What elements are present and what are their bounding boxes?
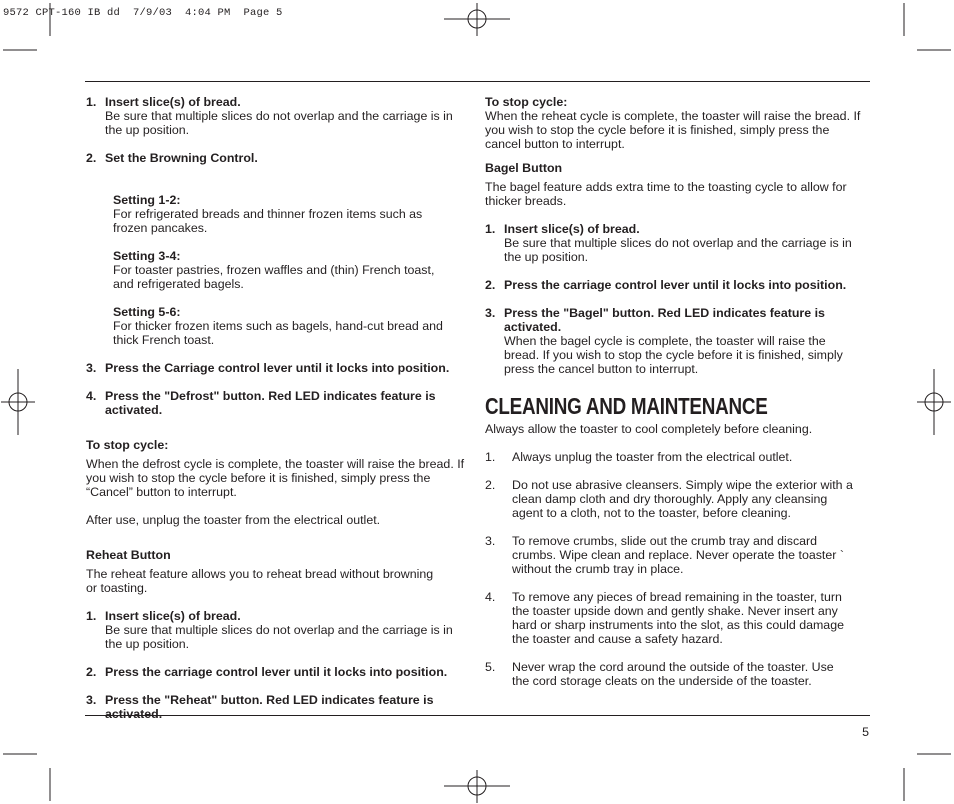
step-text: Be sure that multiple slices do not overlap and the carriage is in the up position.	[105, 623, 453, 651]
stop-cycle-text: When the reheat cycle is complete, the toaster will raise the bread. If you wish to stop the cycle before it is finished, simply press the cancel button to interrupt.	[485, 109, 861, 151]
step-title: Insert slice(s) of bread.	[504, 222, 640, 236]
step-text: When the bagel cycle is complete, the toaster will raise the bread. If you wish to stop the cycle before it is finished, simply press the cancel button to interrupt.	[504, 334, 843, 376]
step-number: 5.	[485, 660, 496, 674]
cleaning-step-3	[485, 534, 865, 576]
step-title: Set the Browning Control.	[105, 151, 258, 165]
cleaning-step-4	[485, 590, 865, 646]
setting-text: For thicker frozen items such as bagels, hand-cut bread and thick French toast.	[113, 319, 443, 347]
step-number: 3.	[86, 361, 97, 375]
step-text: To remove any pieces of bread remaining in the toaster, turn the toaster upside down and gently shake. Never insert any hard or sharp instruments into the slot, as this could damage the toaster and cause a safety hazard.	[512, 590, 844, 646]
step-title: Insert slice(s) of bread.	[105, 95, 241, 109]
step-number: 4.	[485, 590, 496, 604]
step-4	[86, 389, 466, 417]
bagel-step-1	[485, 222, 865, 236]
step-1	[86, 95, 466, 109]
after-use-text: After use, unplug the toaster from the electrical outlet.	[86, 513, 381, 527]
step-text: To remove crumbs, slide out the crumb tray and discard crumbs. Wipe clean and replace. Never operate the toaster ` without the crumb tray in place.	[512, 534, 844, 576]
step-number: 3.	[485, 534, 496, 548]
cleaning-heading: CLEANING AND MAINTENANCE	[485, 393, 768, 419]
step-title: Press the "Bagel" button. Red LED indicates feature is activated.	[504, 306, 825, 334]
stop-cycle-title: To stop cycle:	[485, 95, 568, 109]
setting-title: Setting 5-6:	[113, 305, 181, 319]
step-number: 3.	[86, 693, 97, 707]
step-number: 2.	[86, 665, 97, 679]
bagel-text: The bagel feature adds extra time to the toasting cycle to allow for thicker breads.	[485, 180, 847, 208]
cleaning-intro: Always allow the toaster to cool completely before cleaning.	[485, 422, 813, 436]
step-text: Be sure that multiple slices do not overlap and the carriage is in the up position.	[504, 236, 852, 264]
step-number: 2.	[485, 478, 496, 492]
step-number: 4.	[86, 389, 97, 403]
reheat-step-3	[86, 693, 466, 721]
reheat-text: The reheat feature allows you to reheat bread without browning or toasting.	[86, 567, 434, 595]
step-title: Press the "Defrost" button. Red LED indicates feature is activated.	[105, 389, 436, 417]
reheat-step-1	[86, 609, 466, 623]
step-2	[86, 151, 466, 165]
setting-text: For toaster pastries, frozen waffles and (thin) French toast, and refrigerated bagels.	[113, 263, 435, 291]
cleaning-step-2	[485, 478, 865, 520]
top-rule	[85, 81, 870, 82]
step-title: Press the Carriage control lever until it locks into position.	[105, 361, 450, 375]
reheat-step-2	[86, 665, 466, 679]
step-text: Never wrap the cord around the outside of the toaster. Use the cord storage cleats on the underside of the toaster.	[512, 660, 834, 688]
printer-slug: 9572 CPT-160 IB dd 7/9/03 4:04 PM Page 5	[3, 7, 283, 19]
step-number: 1.	[86, 609, 97, 623]
step-number: 2.	[485, 278, 496, 292]
step-number: 1.	[485, 222, 496, 236]
step-number: 1.	[485, 450, 496, 464]
stop-cycle-title: To stop cycle:	[86, 438, 169, 452]
step-text: Always unplug the toaster from the electrical outlet.	[512, 450, 793, 464]
step-3	[86, 361, 466, 375]
bagel-heading: Bagel Button	[485, 161, 563, 175]
step-text: Be sure that multiple slices do not overlap and the carriage is in the up position.	[105, 109, 453, 137]
step-number: 3.	[485, 306, 496, 320]
setting-text: For refrigerated breads and thinner frozen items such as frozen pancakes.	[113, 207, 423, 235]
setting-title: Setting 1-2:	[113, 193, 181, 207]
reheat-heading: Reheat Button	[86, 548, 171, 562]
left-column	[86, 95, 466, 721]
step-number: 1.	[86, 95, 97, 109]
bagel-step-3	[485, 306, 865, 334]
stop-cycle-text: When the defrost cycle is complete, the toaster will raise the bread. If you wish to stop the cycle before it is finished, simply press the “Cancel” button to interrupt.	[86, 457, 465, 499]
step-title: Insert slice(s) of bread.	[105, 609, 241, 623]
step-title: Press the carriage control lever until it locks into position.	[504, 278, 847, 292]
bagel-step-2	[485, 278, 865, 292]
cleaning-step-5	[485, 660, 865, 688]
setting-title: Setting 3-4:	[113, 249, 181, 263]
page-number: 5	[862, 725, 869, 739]
step-text: Do not use abrasive cleansers. Simply wipe the exterior with a clean damp cloth and dry thoroughly. Apply any cleansing agent to a cloth, not to the toaster, before cleaning.	[512, 478, 853, 520]
cleaning-step-1	[485, 450, 865, 464]
step-title: Press the carriage control lever until it locks into position.	[105, 665, 448, 679]
right-column	[485, 95, 865, 688]
step-title: Press the "Reheat" button. Red LED indicates feature is activated.	[105, 693, 434, 721]
step-number: 2.	[86, 151, 97, 165]
